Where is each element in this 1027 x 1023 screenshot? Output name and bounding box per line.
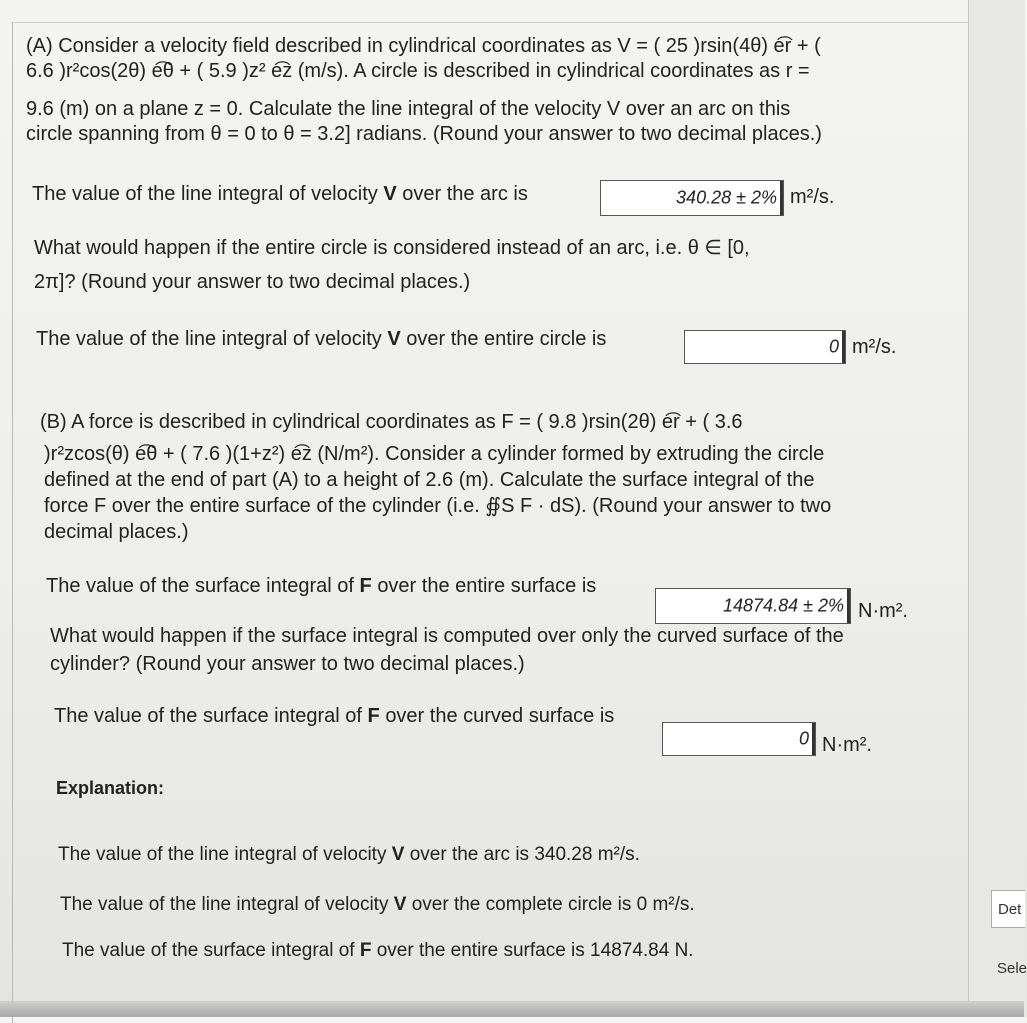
part-a-q3-label: The value of the line integral of velocity V over the entire circle is	[36, 328, 607, 350]
part-b-line-4: force F over the entire surface of the cylinder (i.e. ∯S F · dS). (Round your answer to two	[44, 495, 832, 517]
part-a-circle-unit: m²/s.	[852, 336, 897, 358]
bottom-scrollbar[interactable]	[0, 1001, 1024, 1017]
details-button[interactable]: Det	[991, 890, 1025, 928]
part-a-line-1: (A) Consider a velocity field described in cylindrical coordinates as V = ( 25 )rsin(4θ) e͡r + (	[26, 35, 821, 57]
part-a-circle-answer-field[interactable]: 0	[684, 330, 846, 364]
explanation-heading: Explanation:	[56, 778, 165, 798]
side-panel	[968, 0, 1025, 1017]
part-b-q2-line-2: cylinder? (Round your answer to two decimal places.)	[50, 653, 525, 675]
part-a-line-2: 6.6 )r²cos(2θ) e͡θ + ( 5.9 )z² e͡z (m/s). A circle is described in cylindrical coordinates as r =	[26, 60, 810, 82]
part-b-entire-surface-answer-field[interactable]: 14874.84 ± 2%	[655, 588, 851, 624]
part-b-line-1: (B) A force is described in cylindrical coordinates as F = ( 9.8 )rsin(2θ) e͡r + ( 3.6	[40, 411, 743, 433]
part-b-entire-surface-unit: N·m².	[858, 600, 908, 622]
part-b-q3-label: The value of the surface integral of F over the curved surface is	[54, 705, 615, 727]
part-a-q1-label: The value of the line integral of velocity V over the arc is	[32, 183, 528, 205]
part-b-curved-surface-answer-field[interactable]: 0	[662, 722, 816, 756]
part-a-q2-line-1: What would happen if the entire circle is considered instead of an arc, i.e. θ ∈ [0,	[34, 237, 750, 259]
part-a-arc-answer-field[interactable]: 340.28 ± 2%	[600, 180, 784, 216]
explanation-line-2: The value of the line integral of velocity V over the complete circle is 0 m²/s.	[60, 894, 695, 915]
part-a-arc-unit: m²/s.	[790, 186, 835, 208]
part-b-line-2: )r²zcos(θ) e͡θ + ( 7.6 )(1+z²) e͡z (N/m²). Consider a cylinder formed by extruding the circle	[44, 443, 825, 465]
explanation-line-1: The value of the line integral of velocity V over the arc is 340.28 m²/s.	[58, 844, 640, 865]
part-a-q2-line-2: 2π]? (Round your answer to two decimal places.)	[34, 271, 471, 293]
part-a-line-3: 9.6 (m) on a plane z = 0. Calculate the line integral of the velocity V over an arc on this	[26, 98, 791, 120]
part-b-curved-surface-unit: N·m².	[822, 734, 872, 756]
part-b-q2-line-1: What would happen if the surface integral is computed over only the curved surface of the	[50, 625, 844, 647]
part-b-line-3: defined at the end of part (A) to a height of 2.6 (m). Calculate the surface integral of the	[44, 469, 815, 491]
explanation-line-3: The value of the surface integral of F over the entire surface is 14874.84 N.	[62, 940, 694, 961]
select-button[interactable]: Sele	[997, 960, 1027, 977]
part-a-line-4: circle spanning from θ = 0 to θ = 3.2] radians. (Round your answer to two decimal places.)	[26, 123, 822, 145]
part-b-q1-label: The value of the surface integral of F over the entire surface is	[46, 575, 597, 597]
part-b-line-5: decimal places.)	[44, 521, 189, 543]
